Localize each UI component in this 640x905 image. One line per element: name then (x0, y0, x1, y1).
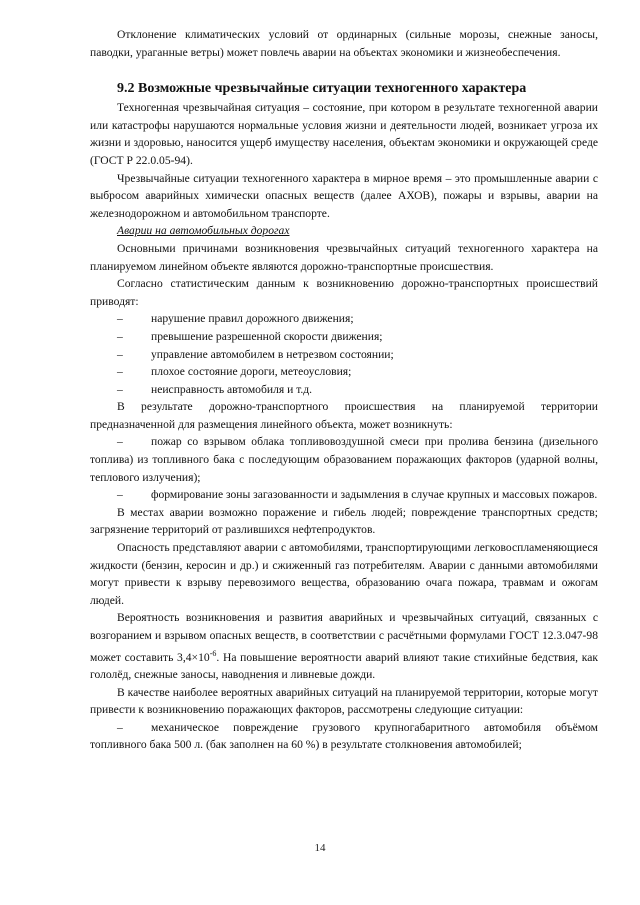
section-title: 9.2 Возможные чрезвычайные ситуации техногенного характера (117, 81, 527, 97)
result-item-fire: – пожар со взрывом облака топливовоздушной смеси при пролива бензина (дизельного топлива) из топливного бака с последующим образованием поражающих факторов (ударной волны, теплового излучения); (90, 435, 598, 484)
danger-paragraph: Опасность представляют аварии с автомобилями, транспортирующими легковоспламеняющиеся жидкости (бензин, керосин и др.) и сжиженный газ потребителям. Аварии с данными автомобилями могут привести к взрыву перевозимого вещества, образованию очага пожара, травмам и ожогам людей. (90, 541, 598, 607)
dash-marker: – (117, 329, 123, 343)
intro-paragraph: Отклонение климатических условий от ординарных (сильные морозы, снежные заносы, паводки, ураганные ветры) может повлечь аварии на объектах экономики и жизнеобеспечения. (90, 28, 598, 59)
dash-marker: – (117, 312, 123, 326)
statistics-paragraph: Согласно статистическим данным к возникновению дорожно-транспортных происшествий приводят: (90, 277, 598, 308)
page-number: 14 (314, 842, 326, 854)
likely-situations-paragraph: В качестве наиболее вероятных аварийных ситуаций на планируемой территории, которые могут привести к возникновению поражающих факторов, рассмотрены следующие ситуации: (90, 685, 598, 717)
likely-item-truck: – механическое повреждение грузового крупногабаритного автомобиля объёмом топливного бака 500 л. (бак заполнен на 60 %) в результате столкновения автомобилей; (90, 720, 598, 752)
document-page (90, 26, 598, 754)
peacetime-paragraph: Чрезвычайные ситуации техногенного характера в мирное время – это промышленные аварии с выбросом аварийных химически опасных веществ (далее АХОВ), пожары и взрывы, аварии на железнодорожном и автомобильном транспорте. (90, 171, 598, 220)
dash-marker: – (117, 720, 123, 734)
list-item: – управление автомобилем в нетрезвом состоянии; (90, 346, 598, 364)
result-paragraph: В результате дорожно-транспортного происшествия на планируемой территории предназначенной для размещения линейного объекта, может возникнуть: (90, 400, 598, 431)
definition-paragraph: Техногенная чрезвычайная ситуация – состояние, при котором в результате техногенной аварии или катастрофы нарушаются нормальные условия жизни и деятельности людей, возникает угроза их жизни и здоровью, наносится ущерб имуществу населения, объектам экономики и окружающей среде (ГОСТ Р 22.0.05-94). (90, 101, 598, 167)
list-item: – превышение разрешенной скорости движения; (90, 328, 598, 346)
dash-marker: – (117, 488, 123, 502)
list-item: – неисправность автомобиля и т.д. (90, 381, 598, 399)
dash-marker: – (117, 435, 123, 449)
list-item: – плохое состояние дороги, метеоусловия; (90, 363, 598, 381)
probability-paragraph: Вероятность возникновения и развития аварийных и чрезвычайных ситуаций, связанных с возгоранием и взрывом опасных веществ, в соответствии с расчётными формулами ГОСТ 12.3.047-98 может составить $3,4\times 10^{-6}$. На повышение вероятности аварий влияют такие стихийные бедствия, как гололёд, снежные заносы, наводнения и ливневые дожди. (90, 611, 599, 682)
result-item-smoke: – формирование зоны загазованности и задымления в случае крупных и массовых пожаров. (90, 486, 598, 504)
subheading: Аварии на автомобильных дорогах (117, 224, 290, 238)
dash-marker: – (117, 382, 123, 396)
dash-marker: – (117, 365, 123, 379)
probability-exponent: -6 (209, 648, 217, 658)
places-paragraph: В местах аварии возможно поражение и гибель людей; повреждение транспортных средств; загрязнение территорий от разлившихся нефтепродуктов. (90, 505, 598, 537)
dash-marker: – (117, 347, 123, 361)
causes-paragraph: Основными причинами возникновения чрезвычайных ситуаций техногенного характера на планируемом линейном объекте являются дорожно-транспортные происшествия. (90, 241, 598, 273)
list-item: – нарушение правил дорожного движения; (90, 310, 598, 328)
causes-list (90, 310, 598, 398)
